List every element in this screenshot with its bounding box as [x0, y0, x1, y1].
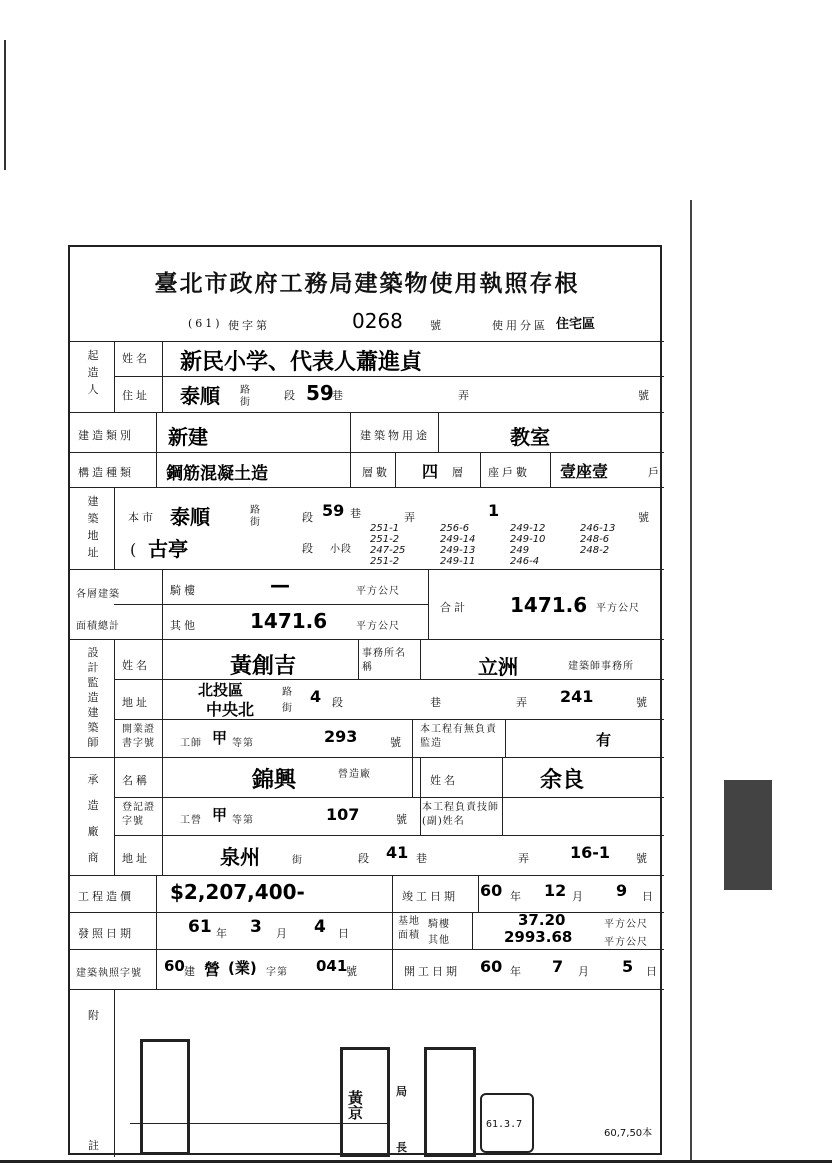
cert-no: 293 — [324, 727, 358, 746]
site-lot: 251-2 — [370, 534, 400, 545]
stamp-right — [424, 1047, 476, 1157]
issue-day-value: 4 — [314, 917, 326, 937]
floors-unit: 層 — [452, 466, 466, 479]
site-other-label: 其他 — [428, 935, 450, 946]
form-title: 臺北市政府工務局建築物使用執照存根 — [154, 270, 580, 297]
issue-year-value: 61 — [188, 917, 212, 937]
cert-word: 等第 — [232, 738, 254, 749]
contractor-section: 段 — [358, 852, 372, 865]
total-area-label: 合計 — [440, 601, 468, 614]
floor-area-label2: 面積總計 — [76, 621, 120, 632]
contractor-person-value: 余良 — [540, 768, 585, 793]
site-street: 街 — [250, 517, 261, 528]
site-lot: 246-4 — [510, 556, 540, 567]
floor-area-label1: 各層建築 — [76, 589, 120, 600]
start-month: 7 — [552, 957, 564, 976]
site-lot: 249-13 — [440, 545, 476, 556]
scan-blot — [724, 780, 772, 890]
contractor-street: 街 — [292, 855, 303, 866]
reg-prefix: 工營 — [180, 815, 202, 826]
contractor-group-label: 承造廠商 — [87, 773, 99, 864]
notes-label-top: 附 — [88, 1009, 102, 1022]
other-area-value: 1471.6 — [250, 609, 328, 633]
designer-name-label: 姓名 — [122, 659, 150, 672]
site-lane-no: 59 — [322, 501, 345, 520]
use-value: 教室 — [510, 425, 550, 449]
start-day: 5 — [622, 957, 634, 976]
arcade-label: 騎樓 — [170, 584, 198, 597]
units-unit: 戶 — [648, 466, 662, 479]
site-other-unit: 平方公尺 — [604, 937, 648, 948]
designer-section-no: 4 — [310, 687, 322, 706]
designer-group-label: 設計監造建築師 — [87, 646, 99, 749]
designer-addr-value2: 中央北 — [206, 700, 255, 719]
start-month-unit: 月 — [578, 965, 592, 978]
site-lot: 251-2 — [370, 556, 400, 567]
cert-prefix: 工師 — [180, 738, 202, 749]
license-word3: (業) — [228, 959, 257, 977]
builder-name-value: 新民小学、代表人蕭進貞 — [180, 350, 423, 375]
site-lots — [370, 523, 660, 569]
office-label: 事務所名稱 — [362, 648, 406, 673]
cert-unit: 號 — [390, 736, 404, 749]
license-no-value: 041 — [316, 957, 348, 975]
cost-label: 工程造價 — [78, 890, 134, 903]
builder-street: 街 — [240, 397, 251, 408]
contractor-no-value: 16-1 — [570, 843, 611, 862]
total-area-value: 1471.6 — [510, 593, 588, 617]
structure-label: 構造種類 — [78, 466, 134, 479]
units-label: 座戶數 — [488, 466, 530, 479]
finish-day-unit: 日 — [642, 890, 656, 903]
issue-day: 日 — [338, 927, 352, 940]
designer-lane: 巷 — [430, 696, 444, 709]
site-no: 號 — [638, 511, 652, 524]
floors-value: 四 — [422, 462, 439, 481]
permit-suffix: 號 — [430, 319, 444, 332]
contractor-alley: 弄 — [518, 852, 532, 865]
issue-label: 發照日期 — [78, 927, 134, 940]
contractor-addr-value: 泉州 — [220, 845, 260, 869]
site-district-unit: 段 — [302, 542, 316, 555]
finish-label: 竣工日期 — [402, 890, 458, 903]
cost-value: $2,207,400- — [170, 880, 305, 904]
units-value: 壹座壹 — [560, 462, 609, 481]
designer-road: 路 — [282, 687, 293, 698]
supervisor-label: 本工程有無負責監造 — [420, 724, 497, 749]
contractor-person-label: 姓名 — [430, 774, 458, 787]
site-arcade-value: 37.20 — [518, 911, 566, 929]
finish-year: 60 — [480, 881, 503, 900]
floors-label: 層數 — [362, 466, 390, 479]
permit-year: (61) — [188, 317, 223, 330]
builder-lane: 巷 — [332, 389, 346, 402]
finish-month-unit: 月 — [572, 890, 586, 903]
license-word2: 營 — [204, 960, 221, 979]
builder-lane-no: 59 — [306, 381, 334, 405]
contractor-name-suffix: 營造廠 — [338, 769, 371, 780]
site-district: 古亭 — [148, 537, 188, 561]
designer-no-value: 241 — [560, 687, 594, 706]
print-footer: 60,7,50本 — [604, 1128, 653, 1139]
contractor-name-label: 名稱 — [122, 774, 150, 787]
permit-number: 0268 — [352, 309, 403, 333]
stamp-name: 黃京 — [346, 1090, 364, 1120]
builder-addr-label: 住址 — [122, 389, 150, 402]
reg-unit: 號 — [396, 813, 410, 826]
site-lot: 249-10 — [510, 534, 546, 545]
site-subsection: 小段 — [330, 544, 352, 555]
director-label-bottom: 長 — [396, 1141, 410, 1154]
site-lot: 247-25 — [370, 545, 406, 556]
reg-label: 登記證字號 — [122, 802, 155, 827]
designer-section: 段 — [332, 696, 346, 709]
zone-value: 住宅區 — [556, 317, 596, 332]
start-day-unit: 日 — [646, 965, 660, 978]
designer-addr-label: 地址 — [122, 696, 150, 709]
site-lot: 248-6 — [580, 534, 610, 545]
designer-name-value: 黃創吉 — [230, 654, 297, 679]
start-label: 開工日期 — [404, 965, 460, 978]
site-alley-no: 1 — [488, 501, 500, 520]
issue-month-value: 3 — [250, 917, 262, 937]
build-type-label: 建造類別 — [78, 429, 134, 442]
license-no: 號 — [346, 965, 360, 978]
other-area-unit: 平方公尺 — [356, 621, 400, 632]
builder-section: 段 — [284, 389, 298, 402]
office-unit: 建築師事務所 — [568, 661, 634, 672]
contractor-addr-label: 地址 — [122, 852, 150, 865]
reg-grade: 甲 — [212, 806, 228, 824]
site-lot: 256-6 — [440, 523, 470, 534]
builder-name-label: 姓名 — [122, 352, 150, 365]
site-city: 本市 — [128, 511, 156, 524]
date-stamp-text: 61.3.7 — [486, 1119, 523, 1130]
builder-group-label: 起造人 — [87, 349, 99, 396]
site-area-label: 基地面積 — [398, 916, 420, 941]
contractor-lane: 巷 — [416, 852, 430, 865]
arcade-unit: 平方公尺 — [356, 586, 400, 597]
permit-form: 臺北市政府工務局建築物使用執照存根 (61) 使字第 0268 號 使用分區 住宅區 起造人 姓名 新民小学、代表人蕭進貞 住址 泰順 路 街 段 59 巷 弄 號 建造類別 新建 建築物用途 教室 構造種類 鋼筋混凝土造 層數 四 層 座戶數 壹座壹 戶 建築地址 本市 泰順 路 街 段 59 巷 弄 1 號 ( 古亭 段 小段 251-1 256-6 249-12 246-13 251-2 249-14 249-10 248-6 247-25 249-13 249 248-2 251-2 249-11 246-4 各層建築 面積總計 騎樓 — 平方公尺 其他 1471.6 平方公尺 合計 1471.6 平方公尺 設計監造建築師 姓名 黃創吉 事務所名稱 立洲 建築師事務所 地址 北投區 中央北 路 街 4 段 巷 弄 241 號 開業證書字號 工師 甲 等第 293 號 本工程有無負責監造 有 承造廠商 名稱 錦興 營造廠 姓名 余良 登記證字號 工營 甲 等第 107 號 本工程負責技師(副)姓名 地址 泉州 街 段 41 巷 弄 16-1 號 工程造價 $2,207,400- 竣工日期 60 年 12 月 9 日 發照日期 61 年 3 月 4 日 基地面積 騎樓 其他 37.20 平方公尺 2993.68 平方公尺 建築執照字號 60 建 營 (業) 字第 041 號 開工日期 60 年 7 月 5 日 附 註 黃京 局 長 61.3.7 — [68, 245, 662, 1155]
issue-year: 年 — [216, 927, 230, 940]
contractor-lane-no: 41 — [386, 843, 409, 862]
license-label: 建築執照字號 — [76, 968, 142, 979]
finish-day: 9 — [616, 881, 628, 900]
site-lane: 巷 — [350, 507, 364, 520]
designer-alley: 弄 — [516, 696, 530, 709]
stamp-center — [340, 1047, 390, 1157]
supervisor-value: 有 — [596, 731, 612, 749]
other-area-label: 其他 — [170, 619, 198, 632]
permit-word: 使字第 — [228, 319, 270, 332]
site-road-value: 泰順 — [170, 505, 210, 529]
site-lot: 251-1 — [370, 523, 400, 534]
site-lot: 246-13 — [580, 523, 616, 534]
site-group-label: 建築地址 — [87, 495, 99, 559]
site-arcade-label: 騎樓 — [428, 919, 450, 930]
notes-label-bottom: 註 — [88, 1139, 102, 1152]
site-lot: 249-11 — [440, 556, 476, 567]
cert-label: 開業證書字號 — [122, 724, 155, 749]
site-road: 路 — [250, 505, 261, 516]
structure-value: 鋼筋混凝土造 — [166, 464, 268, 484]
contractor-name-value: 錦興 — [252, 768, 297, 793]
reg-word: 等第 — [232, 815, 254, 826]
cert-grade: 甲 — [212, 729, 228, 747]
reg-no: 107 — [326, 805, 360, 824]
build-type-value: 新建 — [168, 425, 208, 449]
site-lot: 249-12 — [510, 523, 546, 534]
date-stamp — [480, 1093, 534, 1153]
designer-street: 街 — [282, 703, 293, 714]
issue-month: 月 — [276, 927, 290, 940]
builder-no: 號 — [638, 389, 652, 402]
license-word1: 建 — [184, 965, 198, 978]
designer-addr-value1: 北投區 — [198, 681, 244, 699]
builder-addr-value: 泰順 — [180, 384, 220, 408]
site-section: 段 — [302, 511, 316, 524]
total-area-unit: 平方公尺 — [596, 603, 640, 614]
director-label-top: 局 — [396, 1085, 410, 1098]
tech-label: 本工程負責技師(副)姓名 — [422, 802, 499, 827]
office-value: 立洲 — [478, 655, 518, 679]
use-label: 建築物用途 — [360, 429, 430, 442]
site-lot: 248-2 — [580, 545, 610, 556]
builder-alley: 弄 — [458, 389, 472, 402]
site-alley: 弄 — [404, 511, 418, 524]
finish-month: 12 — [544, 881, 567, 900]
contractor-no: 號 — [636, 852, 650, 865]
license-word4: 字第 — [266, 967, 288, 978]
designer-no: 號 — [636, 696, 650, 709]
start-year: 60 — [480, 957, 503, 976]
site-lot: 249-14 — [440, 534, 476, 545]
builder-road: 路 — [240, 385, 251, 396]
arcade-value: — — [270, 573, 290, 597]
license-year-value: 60 — [164, 957, 185, 975]
stamp-left — [140, 1039, 190, 1155]
site-lot: 249 — [510, 545, 530, 556]
site-other-value: 2993.68 — [504, 928, 573, 946]
site-arcade-unit: 平方公尺 — [604, 919, 648, 930]
finish-year-unit: 年 — [510, 890, 524, 903]
start-year-unit: 年 — [510, 965, 524, 978]
scan-edge — [690, 200, 692, 1160]
zone-label: 使用分區 — [492, 319, 548, 332]
